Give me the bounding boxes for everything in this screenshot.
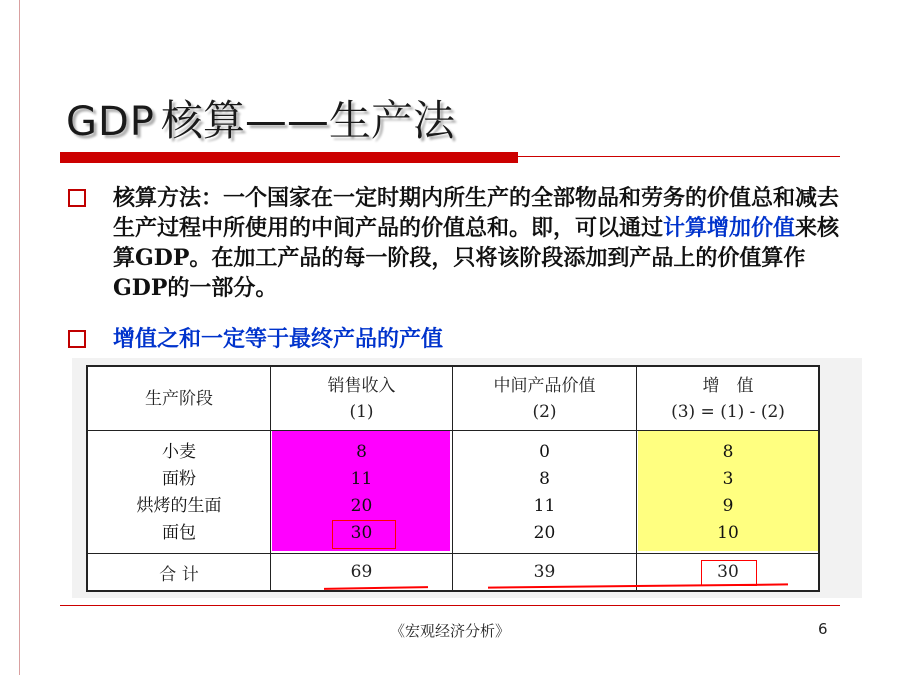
- slide-title: [66, 88, 455, 150]
- total-value-added: 30: [717, 562, 739, 582]
- method-highlight: 计算增加价值: [663, 215, 796, 241]
- annotation-box-total-value-added: [701, 560, 757, 586]
- value-added-cell: 10: [717, 523, 739, 543]
- bullet-paragraph-method: [113, 183, 843, 303]
- stage-cell: 小麦: [162, 442, 196, 462]
- bullet-square-icon: [68, 189, 86, 207]
- bullet-square-icon: [68, 330, 86, 348]
- header-intermediate: 中间产品价值 (2): [493, 375, 596, 422]
- header-value-added: 增 值 (3) = (1) - (2): [671, 375, 785, 422]
- intermediate-cell: 11: [533, 496, 556, 516]
- intermediate-cell: 20: [533, 523, 556, 543]
- stage-cell: 烘烤的生面: [136, 496, 222, 516]
- value-added-cell: 8: [722, 442, 734, 462]
- value-added-column: [637, 439, 819, 547]
- title-gdp: GDP: [66, 99, 155, 145]
- header-stage: 生产阶段: [145, 388, 213, 409]
- bullet-value-added-sum: 增值之和一定等于最终产品的产值: [113, 326, 444, 352]
- intermediate-column: [453, 439, 636, 547]
- sales-cell: 8: [356, 442, 367, 462]
- title-underline-bar: [60, 152, 518, 163]
- total-intermediate: 39: [533, 562, 556, 582]
- total-label: 合 计: [159, 564, 199, 585]
- title-underline-rule: [518, 156, 840, 157]
- stage-cell: 面包: [162, 523, 196, 543]
- annotation-box-bread-sales: [332, 520, 396, 549]
- intermediate-cell: 0: [539, 442, 550, 462]
- page-number: 6: [818, 620, 828, 638]
- left-margin-rule: [19, 0, 20, 675]
- footer-course-title: 《宏观经济分析》: [389, 622, 510, 640]
- total-sales: 69: [350, 562, 373, 582]
- header-sales: 销售收入 (1): [327, 375, 396, 422]
- sales-cell: 30: [350, 523, 373, 543]
- footer-rule: [60, 605, 840, 606]
- method-text-b: 来核算GDP。在加工产品的每一阶段，只将该阶段添加到产品上的价值算作GDP的一部分。: [113, 215, 840, 301]
- stage-cell: 面粉: [162, 469, 196, 489]
- sales-cell: 20: [350, 496, 373, 516]
- header-divider: [88, 430, 818, 431]
- value-added-cell: 3: [722, 469, 734, 489]
- method-text-a: 核算方法：一个国家在一定时期内所生产的全部物品和劳务的价值总和减去生产过程中所使用的中间产品的价值总和。即，可以通过: [113, 185, 840, 241]
- sales-cell: 11: [350, 469, 373, 489]
- intermediate-cell: 8: [539, 469, 550, 489]
- stage-column: [88, 439, 270, 547]
- title-method: 核算——生产法: [160, 96, 455, 145]
- value-added-table: [86, 365, 820, 592]
- value-added-cell: 9: [722, 496, 734, 516]
